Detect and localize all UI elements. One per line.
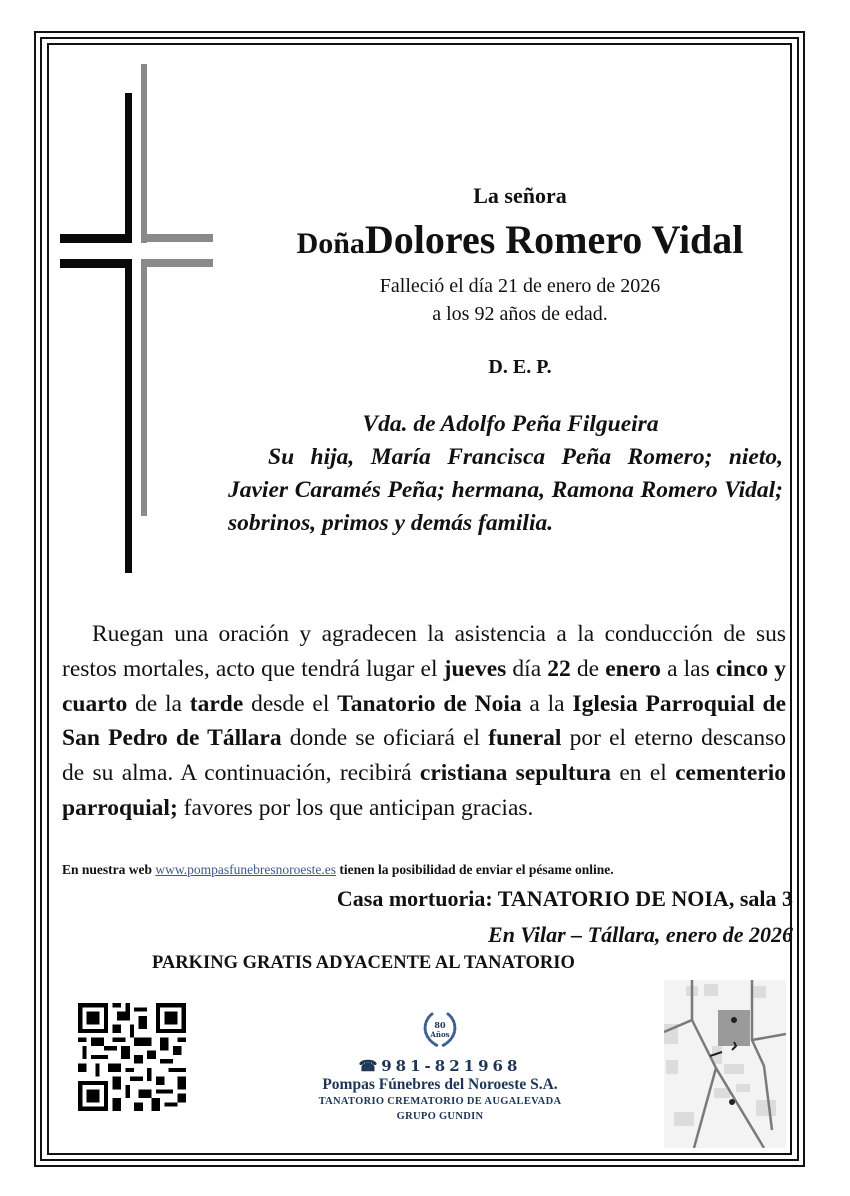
burial: cristiana sepultura: [419, 760, 612, 787]
name-title: Doña: [296, 227, 365, 260]
text: a la: [521, 690, 573, 717]
web-note: [62, 862, 786, 878]
text: de: [570, 655, 606, 682]
text: desde el: [243, 690, 338, 717]
funeral-home: Casa mortuoria: TANATORIO DE NOIA, sala 3: [336, 886, 793, 911]
company-logo: [280, 1010, 600, 1124]
svg-text:80: 80: [434, 1020, 446, 1030]
phone-number: 981-821968: [381, 1057, 522, 1075]
name-text: Dolores Romero Vidal: [364, 217, 744, 262]
age: a los 92 años de edad.: [432, 303, 608, 325]
laurel-80-years-icon: [418, 1010, 462, 1050]
death-date: Falleció el día 21 de enero de 2026: [379, 275, 661, 297]
company-line3: GRUPO GUNDIN: [396, 1111, 484, 1122]
relatives: Su hija, María Francisca Peña Romero; nieto, Javier Caramés Peña; hermana, Ramona Romero Vidal; sobrinos, primos y demás familia.: [228, 444, 783, 536]
text: a las: [660, 655, 716, 682]
text: día: [506, 655, 548, 682]
family-block: [228, 408, 783, 540]
text: en el: [611, 760, 676, 787]
text: donde se oficiará el: [281, 725, 489, 752]
text: Ruegan una oración y agradecen la asistencia a la conducción de sus restos mortales, acto que tendrá lugar el: [62, 621, 786, 682]
church: Iglesia Parroquial de San Pedro de Tállara: [62, 690, 787, 752]
company-line2: TANATORIO CREMATORIO DE AUGALEVADA: [318, 1096, 562, 1107]
day: jueves: [443, 655, 507, 682]
web-after: tienen la posibilidad de enviar el pésame online.: [335, 862, 614, 877]
website-link[interactable]: www.pompasfunebresnoroeste.es: [155, 862, 336, 877]
phone[interactable]: [280, 1057, 600, 1075]
svg-text:Años: Años: [430, 1030, 450, 1039]
company-name: Pompas Fúnebres del Noroeste S.A.: [322, 1076, 558, 1093]
cemetery: cementerio parroquial;: [62, 760, 787, 821]
date: 22: [547, 655, 571, 682]
dep: D. E. P.: [488, 356, 552, 378]
text: favores por los que anticipan gracias.: [177, 794, 534, 821]
month: enero: [605, 655, 661, 682]
text: por el eterno descanso de su alma. A continuación, recibirá: [62, 725, 786, 787]
text: de la: [127, 690, 190, 717]
parking-note: PARKING GRATIS ADYACENTE AL TANATORIO: [152, 953, 575, 973]
prefix: La señora: [473, 183, 567, 208]
death-info: [240, 272, 800, 328]
time: cinco y cuarto: [62, 655, 786, 717]
funeral: funeral: [488, 725, 562, 752]
phone-icon: ☎: [358, 1057, 382, 1075]
tarde: tarde: [189, 690, 244, 717]
deceased-name: [240, 216, 800, 263]
widow-line: Vda. de Adolfo Peña Filgueira: [362, 411, 659, 437]
place-date: En Vilar – Tállara, enero de 2026: [488, 922, 793, 947]
qr-code[interactable]: [78, 1003, 186, 1111]
origin: Tanatorio de Noia: [337, 690, 522, 717]
ceremony-text: [62, 617, 786, 826]
web-before: En nuestra web: [62, 862, 156, 877]
location-map[interactable]: [664, 980, 786, 1148]
